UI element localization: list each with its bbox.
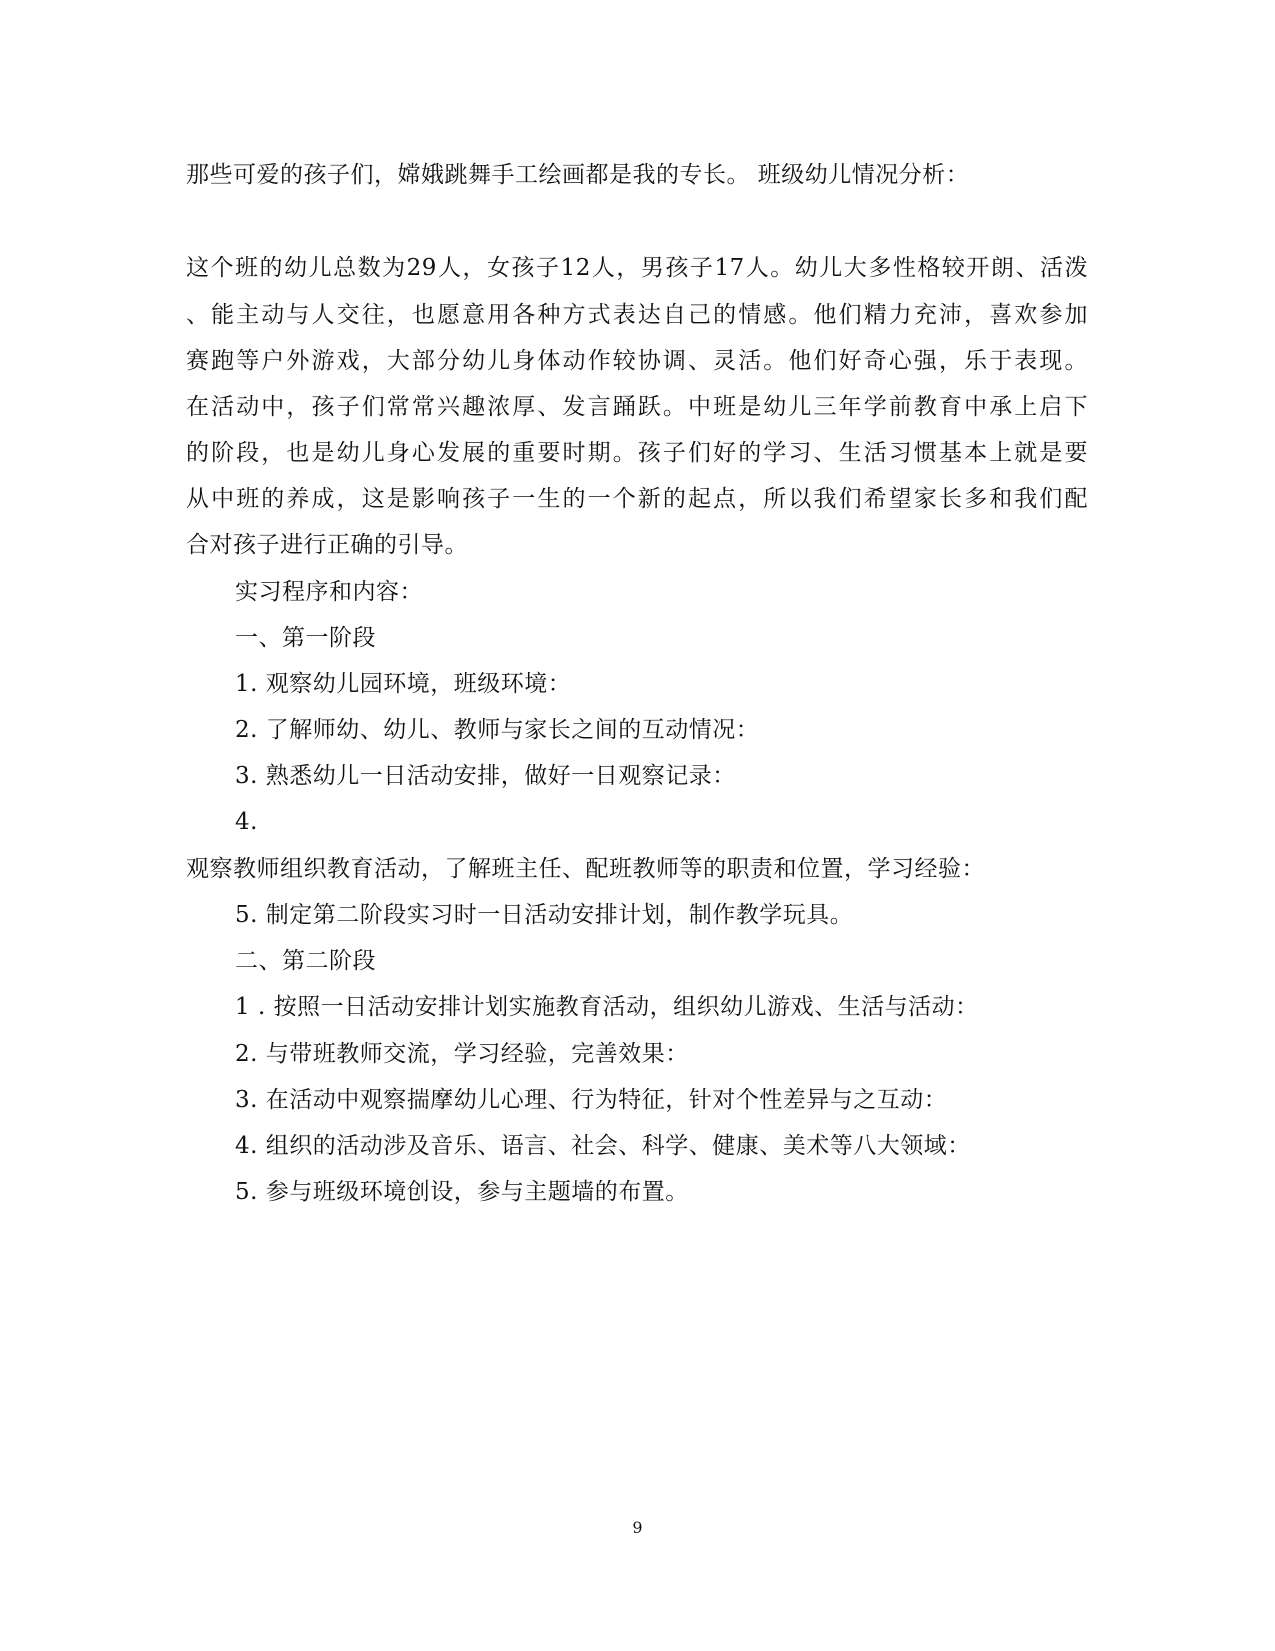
list-item: 4. 组织的活动涉及音乐、语言、社会、科学、健康、美术等八大领域： <box>235 1133 971 1159</box>
paragraph-line-5: 的阶段，也是幼儿身心发展的重要时期。孩子们好的学习、生活习惯基本上就是要 <box>186 440 1088 466</box>
list-item: 3. 在活动中观察揣摩幼儿心理、行为特征，针对个性差异与之互动： <box>235 1087 948 1113</box>
paragraph-line-7: 合对孩子进行正确的引导。 <box>186 532 468 558</box>
paragraph-line-3: 赛跑等户外游戏，大部分幼儿身体动作较协调、灵活。他们好奇心强，乐于表现。 <box>186 348 1088 374</box>
list-item-number: 4. <box>235 809 258 835</box>
stage-two-heading: 二、第二阶段 <box>235 948 376 974</box>
list-item: 2. 与带班教师交流，学习经验，完善效果： <box>235 1041 689 1067</box>
list-item-text: 观察教师组织教育活动，了解班主任、配班教师等的职责和位置，学习经验： <box>186 856 985 882</box>
paragraph-line-4: 在活动中，孩子们常常兴趣浓厚、发言踊跃。中班是幼儿三年学前教育中承上启下 <box>186 394 1088 420</box>
paragraph-line-2: 、能主动与人交往，也愿意用各种方式表达自己的情感。他们精力充沛，喜欢参加 <box>186 302 1088 328</box>
list-item: 1 . 按照一日活动安排计划实施教育活动，组织幼儿游戏、生活与活动： <box>235 994 979 1020</box>
text-line-intro: 那些可爱的孩子们，嫦娥跳舞手工绘画都是我的专长。 班级幼儿情况分析： <box>186 162 970 188</box>
page-number: 9 <box>632 1518 643 1537</box>
section-heading: 实习程序和内容： <box>235 579 423 605</box>
stage-one-heading: 一、第一阶段 <box>235 625 376 651</box>
list-item: 1. 观察幼儿园环境，班级环境： <box>235 671 572 697</box>
paragraph-line-6: 从中班的养成，这是影响孩子一生的一个新的起点，所以我们希望家长多和我们配 <box>186 486 1088 512</box>
list-item: 3. 熟悉幼儿一日活动安排，做好一日观察记录： <box>235 763 736 789</box>
paragraph-line-1: 这个班的幼儿总数为29人，女孩子12人，男孩子17人。幼儿大多性格较开朗、活泼 <box>186 255 1088 281</box>
list-item: 2. 了解师幼、幼儿、教师与家长之间的互动情况： <box>235 717 760 743</box>
list-item: 5. 参与班级环境创设，参与主题墙的布置。 <box>235 1179 689 1205</box>
list-item: 5. 制定第二阶段实习时一日活动安排计划，制作教学玩具。 <box>235 902 854 928</box>
